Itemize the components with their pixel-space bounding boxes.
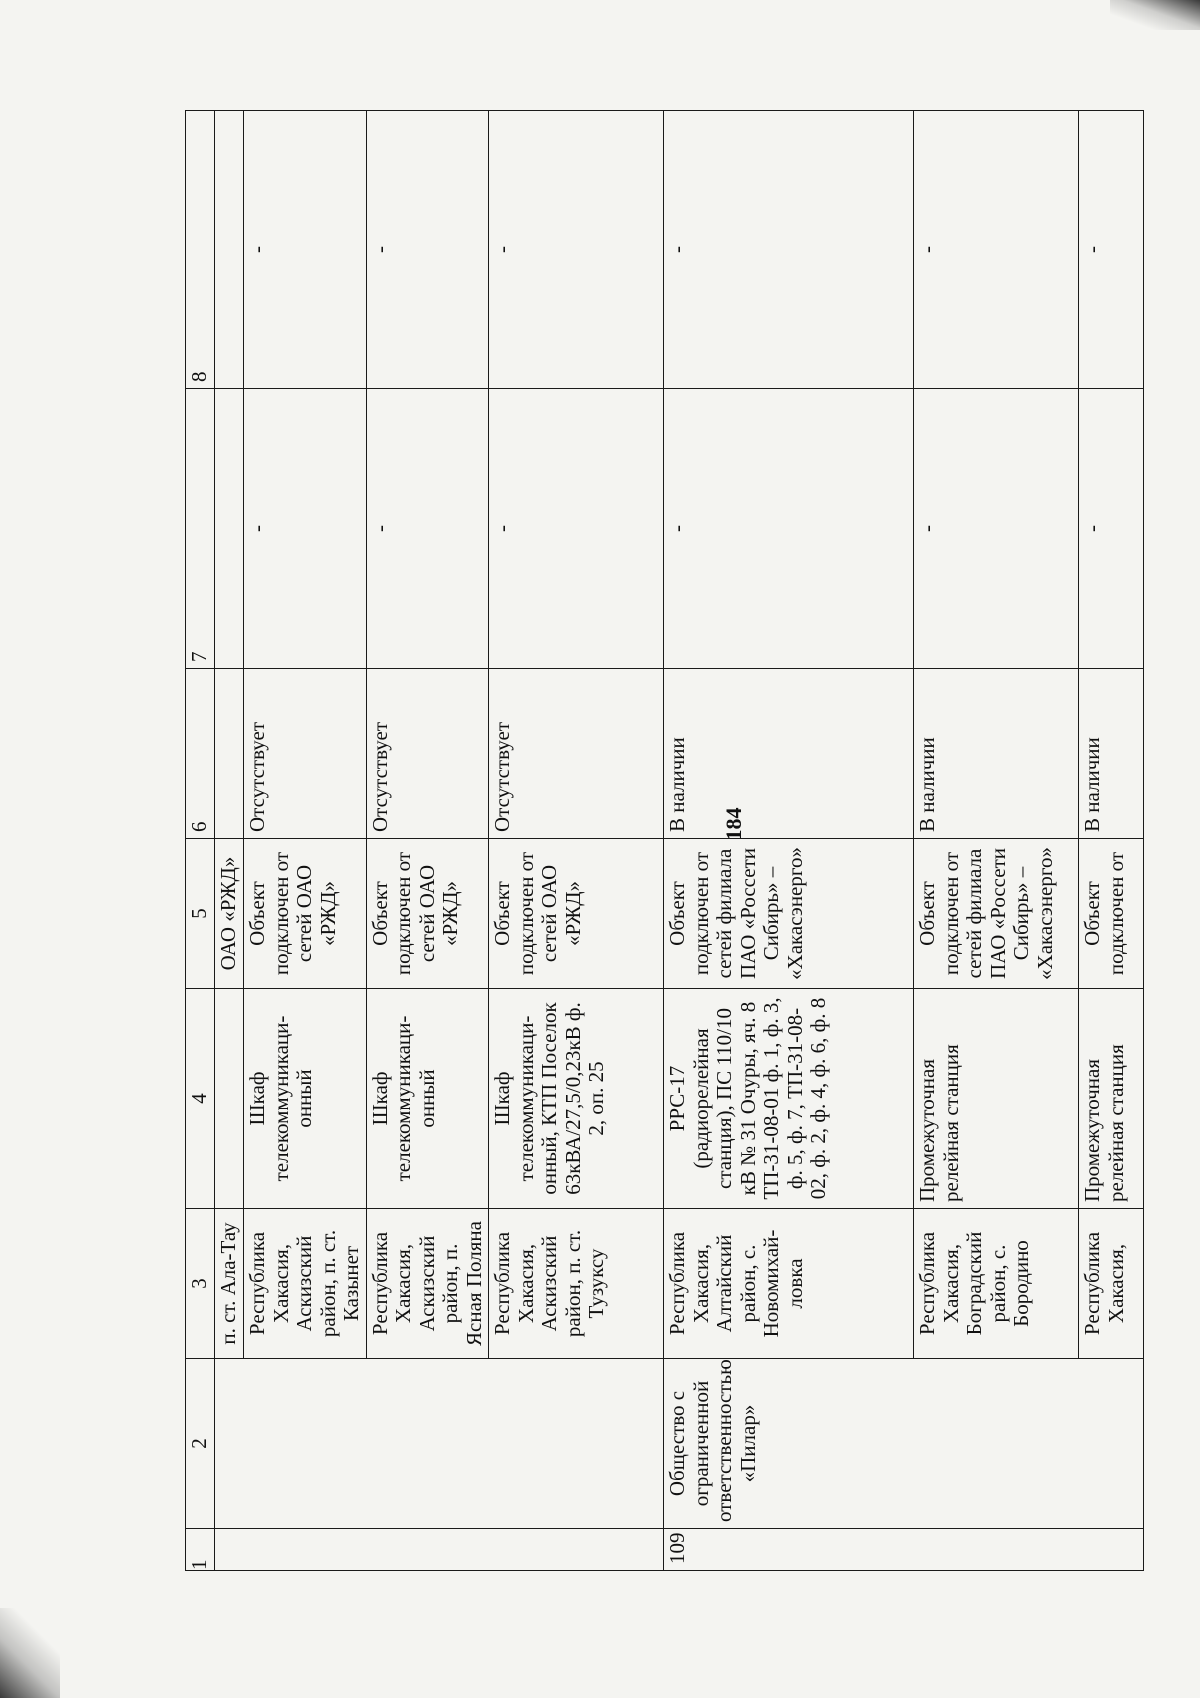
location-cell: Республика Хакасия, — [1079, 1209, 1144, 1359]
object-cell: Промежуточная релейная станция — [1079, 989, 1144, 1209]
column-number-row — [186, 111, 215, 1571]
table-cell — [215, 669, 244, 839]
table-cell — [215, 989, 244, 1209]
location-cell: Республика Хакасия, Аскизский район, п. ст. Казынет — [244, 1209, 367, 1359]
value-cell: - — [914, 111, 1079, 389]
location-cell: Республика Хакасия, Аскизский район, п. ст. Тузуксу — [489, 1209, 664, 1359]
value-cell: - — [489, 111, 664, 389]
location-cell: Республика Хакасия, Алтайский район, с. Новомихай-ловка — [664, 1209, 914, 1359]
scan-edge-shadow — [0, 1608, 60, 1698]
availability-cell: Отсутствует — [244, 669, 367, 839]
scan-edge-shadow — [1110, 0, 1200, 30]
col-number-4: 4 — [186, 989, 215, 1209]
row-number-cell: 109 — [664, 1529, 1144, 1571]
col-number-1: 1 — [186, 1529, 215, 1571]
table-row — [1079, 111, 1144, 1571]
connection-cell: Объект подключен от сетей филиала ПАО «Россети Сибирь» – «Хакасэнерго» — [664, 839, 914, 989]
value-cell: - — [664, 111, 914, 389]
col-number-6: 6 — [186, 669, 215, 839]
value-cell: - — [1079, 111, 1144, 389]
availability-cell: В наличии — [1079, 669, 1144, 839]
object-cell: Шкаф телекоммуникаци-онный, КТП Поселок 63кВА/27,5/0,23кВ ф. 2, оп. 25 — [489, 989, 664, 1209]
connection-cell: ОАО «РЖД» — [215, 839, 244, 989]
col-number-7: 7 — [186, 389, 215, 669]
value-cell: - — [914, 389, 1079, 669]
value-cell: - — [366, 111, 489, 389]
value-cell: - — [244, 389, 367, 669]
value-cell: - — [244, 111, 367, 389]
value-cell: - — [664, 389, 914, 669]
value-cell: - — [366, 389, 489, 669]
object-cell: Шкаф телекоммуникаци-онный — [366, 989, 489, 1209]
object-cell: Промежуточная релейная станция — [914, 989, 1079, 1209]
connection-cell: Объект подключен от — [1079, 839, 1144, 989]
location-cell: Республика Хакасия, Боградский район, с. Бородино — [914, 1209, 1079, 1359]
connection-cell: Объект подключен от сетей ОАО «РЖД» — [244, 839, 367, 989]
page-number: 184 — [721, 807, 746, 841]
table-cell — [215, 111, 244, 389]
object-cell: Шкаф телекоммуникаци-онный — [244, 989, 367, 1209]
table-row — [366, 111, 489, 1571]
availability-cell: В наличии — [664, 669, 914, 839]
document-table — [185, 110, 1144, 1571]
table-cell — [215, 389, 244, 669]
value-cell: - — [489, 389, 664, 669]
connection-cell: Объект подключен от сетей ОАО «РЖД» — [366, 839, 489, 989]
col-number-2: 2 — [186, 1359, 215, 1529]
col-number-3: 3 — [186, 1209, 215, 1359]
table-cell — [215, 1529, 664, 1571]
continuation-row — [215, 111, 244, 1571]
table-row — [664, 111, 914, 1571]
connection-cell: Объект подключен от сетей ОАО «РЖД» — [489, 839, 664, 989]
table-row — [914, 111, 1079, 1571]
object-cell: РРС-17 (радиорелейная станция), ПС 110/10 кВ № 31 Очуры, яч. 8 ТП-31-08-01 ф. 1, ф. 3, ф. 5, ф. 7, ТП-31-08-02, ф. 2, ф. 4, ф. 6, ф. 8 — [664, 989, 914, 1209]
location-cell: п. ст. Ала-Тау — [215, 1209, 244, 1359]
location-cell: Республика Хакасия, Аскизский район, п. Ясная Поляна — [366, 1209, 489, 1359]
connection-cell: Объект подключен от сетей филиала ПАО «Россети Сибирь» – «Хакасэнерго» — [914, 839, 1079, 989]
value-cell: - — [1079, 389, 1144, 669]
availability-cell: Отсутствует — [489, 669, 664, 839]
table-row — [244, 111, 367, 1571]
table-row — [489, 111, 664, 1571]
col-number-5: 5 — [186, 839, 215, 989]
availability-cell: В наличии — [914, 669, 1079, 839]
document-table-sheet — [185, 111, 1128, 1571]
organization-cell: Общество с ограниченной ответственностью «Пилар» — [664, 1359, 1144, 1529]
availability-cell: Отсутствует — [366, 669, 489, 839]
table-cell — [215, 1359, 664, 1529]
col-number-8: 8 — [186, 111, 215, 389]
